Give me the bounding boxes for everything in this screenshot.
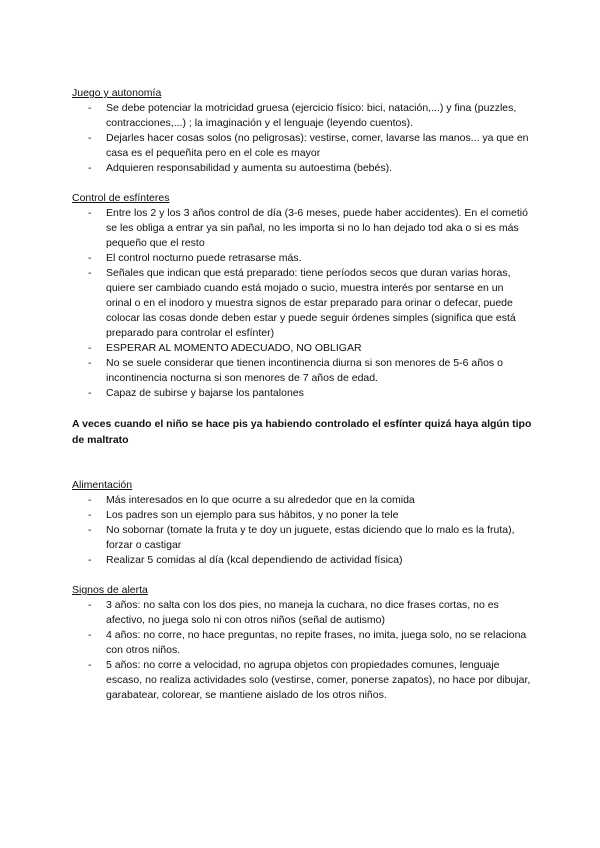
list-item: - Más interesados en lo que ocurre a su alrededor que en la comida: [72, 493, 532, 508]
list-item: - Entre los 2 y los 3 años control de día (3-6 meses, puede haber accidentes). En el cometió se les obliga a entrar ya sin pañal, no les importa si no lo han dejado tod aka o si es más pequeño que el resto: [72, 206, 532, 251]
list-item: - Adquieren responsabilidad y aumenta su autoestima (bebés).: [72, 161, 532, 176]
document-page: [72, 86, 532, 703]
list-item: - No sobornar (tomate la fruta y te doy un juguete, estas diciendo que lo malo es la fruta), forzar o castigar: [72, 523, 532, 553]
section-title-juego: Juego y autonomía: [72, 87, 162, 99]
spacer: [72, 568, 532, 583]
section-title-signos: Signos de alerta: [72, 584, 148, 596]
list-item: - 4 años: no corre, no hace preguntas, no repite frases, no imita, juega solo, no se relaciona con otros niños.: [72, 628, 532, 658]
list-esfinteres: [72, 206, 532, 401]
list-item: - ESPERAR AL MOMENTO ADECUADO, NO OBLIGAR: [72, 341, 532, 356]
list-item: - Los padres son un ejemplo para sus hábitos, y no poner la tele: [72, 508, 532, 523]
list-signos: [72, 598, 532, 703]
list-item: - No se suele considerar que tienen incontinencia diurna si son menores de 5-6 años o incontinencia nocturna si son menores de 7 años de edad.: [72, 356, 532, 386]
section-title-esfinteres: Control de esfínteres: [72, 192, 170, 204]
list-item: - 5 años: no corre a velocidad, no agrupa objetos con propiedades comunes, lenguaje escaso, no realiza actividades solo (vestirse, comer, ponerse zapatos), no hace por dibujar, garabatear, colorear, se mantiene aislado de los otros niños.: [72, 658, 532, 703]
list-item: - El control nocturno puede retrasarse más.: [72, 251, 532, 266]
spacer: [72, 448, 532, 478]
spacer: [72, 176, 532, 191]
list-item: - Realizar 5 comidas al día (kcal dependiendo de actividad física): [72, 553, 532, 568]
list-juego: [72, 101, 532, 176]
list-item: - Capaz de subirse y bajarse los pantalones: [72, 386, 532, 401]
list-item: - 3 años: no salta con los dos pies, no maneja la cuchara, no dice frases cortas, no es afectivo, no juega solo ni con otros niños (señal de autismo): [72, 598, 532, 628]
spacer: [72, 401, 532, 416]
list-alimentacion: [72, 493, 532, 568]
list-item: - Se debe potenciar la motricidad gruesa (ejercicio físico: bici, natación,...) y fina (puzzles, contracciones,...) ; la imaginación y el lenguaje (leyendo cuentos).: [72, 101, 532, 131]
section-title-alimentacion: Alimentación: [72, 479, 133, 491]
maltrato-note: A veces cuando el niño se hace pis ya habiendo controlado el esfínter quizá haya algún tipo de maltrato: [72, 418, 532, 446]
list-item: - Dejarles hacer cosas solos (no peligrosas): vestirse, comer, lavarse las manos... ya que en casa es el pequeñita pero en el cole es mayor: [72, 131, 532, 161]
list-item: - Señales que indican que está preparado: tiene períodos secos que duran varias horas, quiere ser cambiado cuando está mojado o sucio, muestra interés por sentarse en un orinal o en el inodoro y muestra signos de estar preparado para orinar o defecar, puede colocar las cosas donde deben estar y puede seguir órdenes simples (significa que está preparado para controlar el esfínter): [72, 266, 532, 341]
